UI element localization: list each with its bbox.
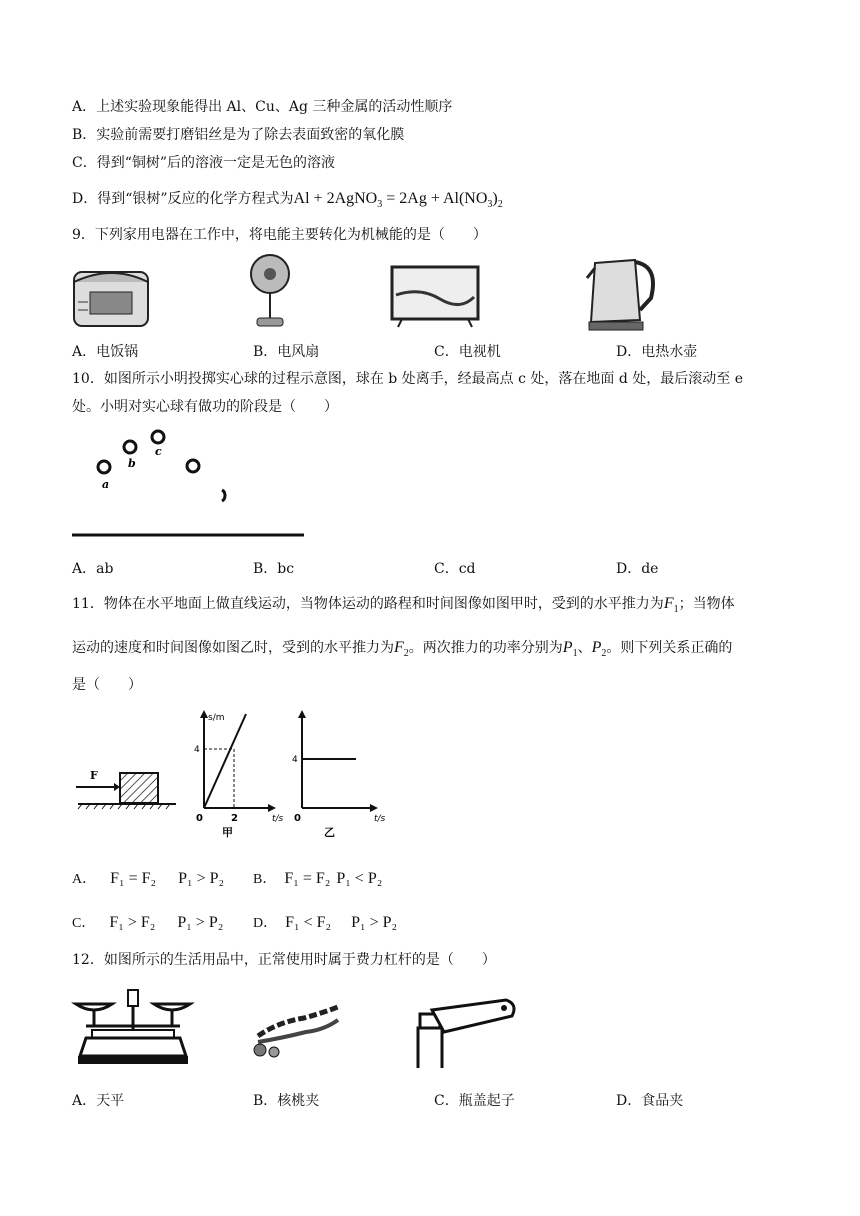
q11-option-a: A． F₁ = F₂ P₁ > P₂ [72,870,225,887]
ball-position-c [152,431,164,443]
jia-caption: 甲 [222,826,233,839]
ball-position-mid [187,460,199,472]
q12-option-a: A．天平 [72,1093,125,1109]
q12-stem: 12．如图所示的生活用品中，正常使用时属于费力杠杆的是（ ） [72,952,496,968]
q10-option-d: D．de [616,561,659,577]
q9-option-a: A．电饭锅 [72,344,139,360]
label-a: a [102,478,110,491]
q11-stem-line1: 11．物体在水平地面上做直线运动，当物体运动的路程和时间图像如图甲时，受到的水平推力为$F_1$；当物体 [72,595,735,616]
television-image [390,265,480,330]
ball-throw-diagram [72,425,312,545]
graph-yi [290,708,386,840]
graph-jia [192,708,288,840]
q9-option-c: C．电视机 [434,344,501,360]
force-label: F [90,769,98,782]
yi-caption: 乙 [324,826,335,839]
q12-option-b: B．核桃夹 [253,1093,320,1109]
q11-stem-line3: 是（ ） [72,677,142,693]
q9-option-d: D．电热水壶 [616,344,698,360]
svg-text:t/s: t/s [374,814,386,824]
svg-text:2: 2 [231,813,238,824]
q11-option-d: D． F₁ < F₂ P₁ > P₂ [253,914,398,931]
q12-option-d: D．食品夹 [616,1093,684,1109]
jia-data-line [204,714,246,808]
ball-position-b [124,441,136,453]
svg-text:4: 4 [292,755,298,765]
svg-text:s/m: s/m [208,713,225,723]
q8-equation: Al + 2AgNO$_3$ = $2Ag + Al(NO_3)_2$ [293,190,503,211]
balance-scale-image [72,986,194,1070]
svg-text:0: 0 [294,813,301,824]
q8-option-d-text: D．得到“银树”反应的化学方程式为 [72,191,294,207]
svg-text:4: 4 [194,745,200,755]
electric-fan-image [245,252,295,332]
q8-option-b: B．实验前需要打磨铝丝是为了除去表面致密的氧化膜 [72,127,405,143]
q10-option-b: B．bc [253,561,295,577]
svg-text:t/s: t/s [272,814,284,824]
ball-position-a [98,461,110,473]
q11-option-c: C． F₁ > F₂ P₁ > P₂ [72,914,224,931]
q10-stem-line2: 处。小明对实心球有做功的阶段是（ ） [72,399,338,415]
q9-option-b: B．电风扇 [253,344,320,360]
q8-option-d [72,189,503,215]
electric-kettle-image [585,248,660,333]
bottle-opener-image [408,998,520,1072]
walnut-cracker-image [248,1002,344,1060]
q10-option-a: A．ab [72,561,114,577]
q12-option-c: C．瓶盖起子 [434,1093,515,1109]
label-c: c [155,445,162,458]
q9-stem: 9．下列家用电器在工作中，将电能主要转化为机械能的是（ ） [72,227,487,243]
q8-option-c: C．得到“铜树”后的溶液一定是无色的溶液 [72,155,336,171]
pushed-block-diagram [76,765,186,810]
block [120,773,158,803]
label-b: b [128,457,136,470]
q8-option-a: A．上述实验现象能得出 Al、Cu、Ag 三种金属的活动性顺序 [72,99,453,115]
q10-stem-line1: 10．如图所示小明投掷实心球的过程示意图，球在 b 处离手，经最高点 c 处，落在地面 d 处，最后滚动至 e [72,371,744,387]
q11-stem-line2: 运动的速度和时间图像如图乙时，受到的水平推力为$F_2$。两次推力的功率分别为$P_1$、$P_2$。则下列关系正确的 [72,639,733,660]
q10-option-c: C．cd [434,561,476,577]
ball-position-d [222,490,225,501]
svg-text:0: 0 [196,813,203,824]
rice-cooker-image [72,262,152,332]
q11-option-b: B． F₁ = F₂ P₁ < P₂ [253,870,383,887]
